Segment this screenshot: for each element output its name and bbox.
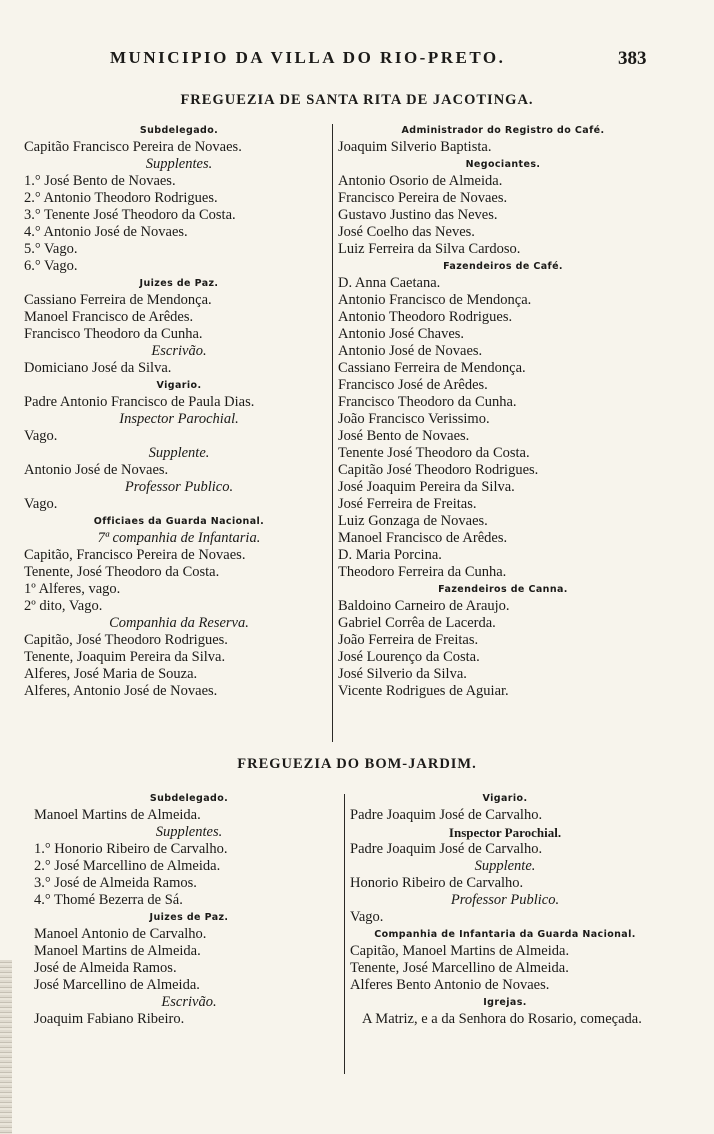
entry-line: Antonio José Chaves. bbox=[338, 326, 465, 342]
entry-line: Joaquim Fabiano Ribeiro. bbox=[34, 1011, 185, 1027]
entry-line: Antonio José de Novaes. bbox=[24, 462, 169, 478]
entry-line: João Ferreira de Freitas. bbox=[338, 632, 479, 648]
entry-line: Francisco Theodoro da Cunha. bbox=[338, 394, 517, 410]
entry-line: Vago. bbox=[24, 428, 58, 444]
subheading: Supplentes. bbox=[145, 156, 213, 172]
entry-line: 4.° Antonio José de Novaes. bbox=[24, 224, 188, 240]
subheading: Professor Publico. bbox=[450, 892, 560, 908]
entry-line: Antonio José de Novaes. bbox=[338, 343, 483, 359]
entry-line: Joaquim Silverio Baptista. bbox=[338, 139, 492, 155]
section-heading: Inspector Parochial. bbox=[448, 825, 562, 840]
entry-line: Domiciano José da Silva. bbox=[24, 360, 172, 376]
entry-line: 2.° José Marcellino de Almeida. bbox=[34, 858, 221, 874]
section-heading: Subdelegado. bbox=[149, 793, 229, 804]
entry-line: Manoel Martins de Almeida. bbox=[34, 807, 201, 823]
entry-line: Tenente, Joaquim Pereira da Silva. bbox=[24, 649, 226, 665]
subheading: Escrivão. bbox=[161, 994, 217, 1010]
section-heading: Fazendeiros de Canna. bbox=[438, 584, 568, 595]
entry-line: José Ferreira de Freitas. bbox=[338, 496, 477, 512]
subheading: Supplentes. bbox=[155, 824, 223, 840]
entry-line: 3.° José de Almeida Ramos. bbox=[34, 875, 197, 891]
section-heading: Fazendeiros de Café. bbox=[443, 261, 563, 272]
entry-line: Alferes Bento Antonio de Novaes. bbox=[350, 977, 550, 993]
entry-line: Manoel Francisco de Arêdes. bbox=[24, 309, 194, 325]
entry-line: 2.° Antonio Theodoro Rodrigues. bbox=[24, 190, 218, 206]
subheading: Supplente. bbox=[148, 445, 210, 461]
santa-rita-left-column bbox=[24, 122, 334, 700]
entry-line: João Francisco Verissimo. bbox=[338, 411, 490, 427]
entry-line: Luiz Gonzaga de Novaes. bbox=[338, 513, 488, 529]
scan-edge-artifact bbox=[0, 960, 12, 1134]
section-title-bom-jardim: FREGUEZIA DO BOM-JARDIM. bbox=[237, 756, 477, 772]
subheading: Supplente. bbox=[474, 858, 536, 874]
entry-line: Capitão Francisco Pereira de Novaes. bbox=[24, 139, 242, 155]
section-heading: Negociantes. bbox=[465, 159, 541, 170]
entry-line: Antonio Theodoro Rodrigues. bbox=[338, 309, 513, 325]
entry-line: A Matriz, e a da Senhora do Rosario, começada. bbox=[362, 1011, 642, 1027]
entry-line: 4.° Thomé Bezerra de Sá. bbox=[34, 892, 183, 908]
entry-line: José Coelho das Neves. bbox=[338, 224, 475, 240]
entry-line: Tenente, José Theodoro da Costa. bbox=[24, 564, 220, 580]
subheading: Professor Publico. bbox=[124, 479, 234, 495]
section-heading: Companhia de Infantaria da Guarda Nacional. bbox=[374, 929, 636, 940]
entry-line: D. Maria Porcina. bbox=[338, 547, 442, 563]
subheading: 7ª companhia de Infantaria. bbox=[97, 530, 261, 546]
subheading: Companhia da Reserva. bbox=[109, 615, 249, 631]
entry-line: Alferes, Antonio José de Novaes. bbox=[24, 683, 218, 699]
entry-line: Vago. bbox=[24, 496, 58, 512]
section-heading: Vigario. bbox=[482, 793, 528, 804]
entry-line: Tenente José Theodoro da Costa. bbox=[338, 445, 530, 461]
santa-rita-right-column bbox=[338, 122, 668, 700]
entry-line: D. Anna Caetana. bbox=[338, 275, 441, 291]
entry-line: Francisco Theodoro da Cunha. bbox=[24, 326, 203, 342]
entry-line: Manoel Antonio de Carvalho. bbox=[34, 926, 207, 942]
entry-line: Luiz Ferreira da Silva Cardoso. bbox=[338, 241, 521, 257]
entry-line: Capitão, Francisco Pereira de Novaes. bbox=[24, 547, 246, 563]
subheading: Escrivão. bbox=[151, 343, 207, 359]
entry-line: Gabriel Corrêa de Lacerda. bbox=[338, 615, 496, 631]
entry-line: José de Almeida Ramos. bbox=[34, 960, 177, 976]
entry-line: Manoel Martins de Almeida. bbox=[34, 943, 201, 959]
entry-line: Padre Antonio Francisco de Paula Dias. bbox=[24, 394, 255, 410]
entry-line: Antonio Francisco de Mendonça. bbox=[338, 292, 532, 308]
entry-line: Honorio Ribeiro de Carvalho. bbox=[350, 875, 524, 891]
entry-line: Cassiano Ferreira de Mendonça. bbox=[24, 292, 212, 308]
entry-line: Antonio Osorio de Almeida. bbox=[338, 173, 503, 189]
entry-line: Padre Joaquim José de Carvalho. bbox=[350, 841, 543, 857]
entry-line: Alferes, José Maria de Souza. bbox=[24, 666, 198, 682]
entry-line: 6.° Vago. bbox=[24, 258, 78, 274]
entry-line: Baldoino Carneiro de Araujo. bbox=[338, 598, 510, 614]
bom-jardim-right-column bbox=[350, 790, 660, 1028]
entry-line: José Lourenço da Costa. bbox=[338, 649, 480, 665]
entry-line: 5.° Vago. bbox=[24, 241, 78, 257]
entry-line: 1.° Honorio Ribeiro de Carvalho. bbox=[34, 841, 228, 857]
page-number: 383 bbox=[618, 48, 647, 69]
entry-line: Francisco Pereira de Novaes. bbox=[338, 190, 508, 206]
section-heading: Vigario. bbox=[156, 380, 202, 391]
section-heading: Officiaes da Guarda Nacional. bbox=[93, 516, 265, 527]
entry-line: Gustavo Justino das Neves. bbox=[338, 207, 498, 223]
entry-line: Padre Joaquim José de Carvalho. bbox=[350, 807, 543, 823]
entry-line: Tenente, José Marcellino de Almeida. bbox=[350, 960, 569, 976]
section-heading: Administrador do Registro do Café. bbox=[401, 125, 605, 136]
entry-line: Theodoro Ferreira da Cunha. bbox=[338, 564, 507, 580]
entry-line: Vicente Rodrigues de Aguiar. bbox=[338, 683, 509, 699]
entry-line: Capitão José Theodoro Rodrigues. bbox=[338, 462, 539, 478]
section-heading: Juizes de Paz. bbox=[139, 278, 219, 289]
entry-line: 1.° José Bento de Novaes. bbox=[24, 173, 176, 189]
entry-line: Vago. bbox=[350, 909, 384, 925]
section-heading: Subdelegado. bbox=[139, 125, 219, 136]
running-title: MUNICIPIO DA VILLA DO RIO-PRETO. bbox=[110, 48, 506, 67]
section-title-santa-rita: FREGUEZIA DE SANTA RITA DE JACOTINGA. bbox=[180, 92, 534, 108]
entry-line: Capitão, Manoel Martins de Almeida. bbox=[350, 943, 570, 959]
entry-line: 2º dito, Vago. bbox=[24, 598, 103, 614]
column-divider bbox=[344, 794, 345, 1074]
section-heading: Juizes de Paz. bbox=[149, 912, 229, 923]
entry-line: Cassiano Ferreira de Mendonça. bbox=[338, 360, 526, 376]
entry-line: Francisco José de Arêdes. bbox=[338, 377, 488, 393]
entry-line: José Marcellino de Almeida. bbox=[34, 977, 200, 993]
column-divider bbox=[332, 124, 333, 742]
bom-jardim-left-column bbox=[34, 790, 344, 1028]
entry-line: José Joaquim Pereira da Silva. bbox=[338, 479, 515, 495]
subheading: Inspector Parochial. bbox=[119, 411, 239, 427]
entry-line: 1º Alferes, vago. bbox=[24, 581, 121, 597]
entry-line: José Silverio da Silva. bbox=[338, 666, 467, 682]
entry-line: 3.° Tenente José Theodoro da Costa. bbox=[24, 207, 236, 223]
entry-line: José Bento de Novaes. bbox=[338, 428, 470, 444]
section-heading: Igrejas. bbox=[483, 997, 527, 1008]
entry-line: Capitão, José Theodoro Rodrigues. bbox=[24, 632, 228, 648]
entry-line: Manoel Francisco de Arêdes. bbox=[338, 530, 508, 546]
